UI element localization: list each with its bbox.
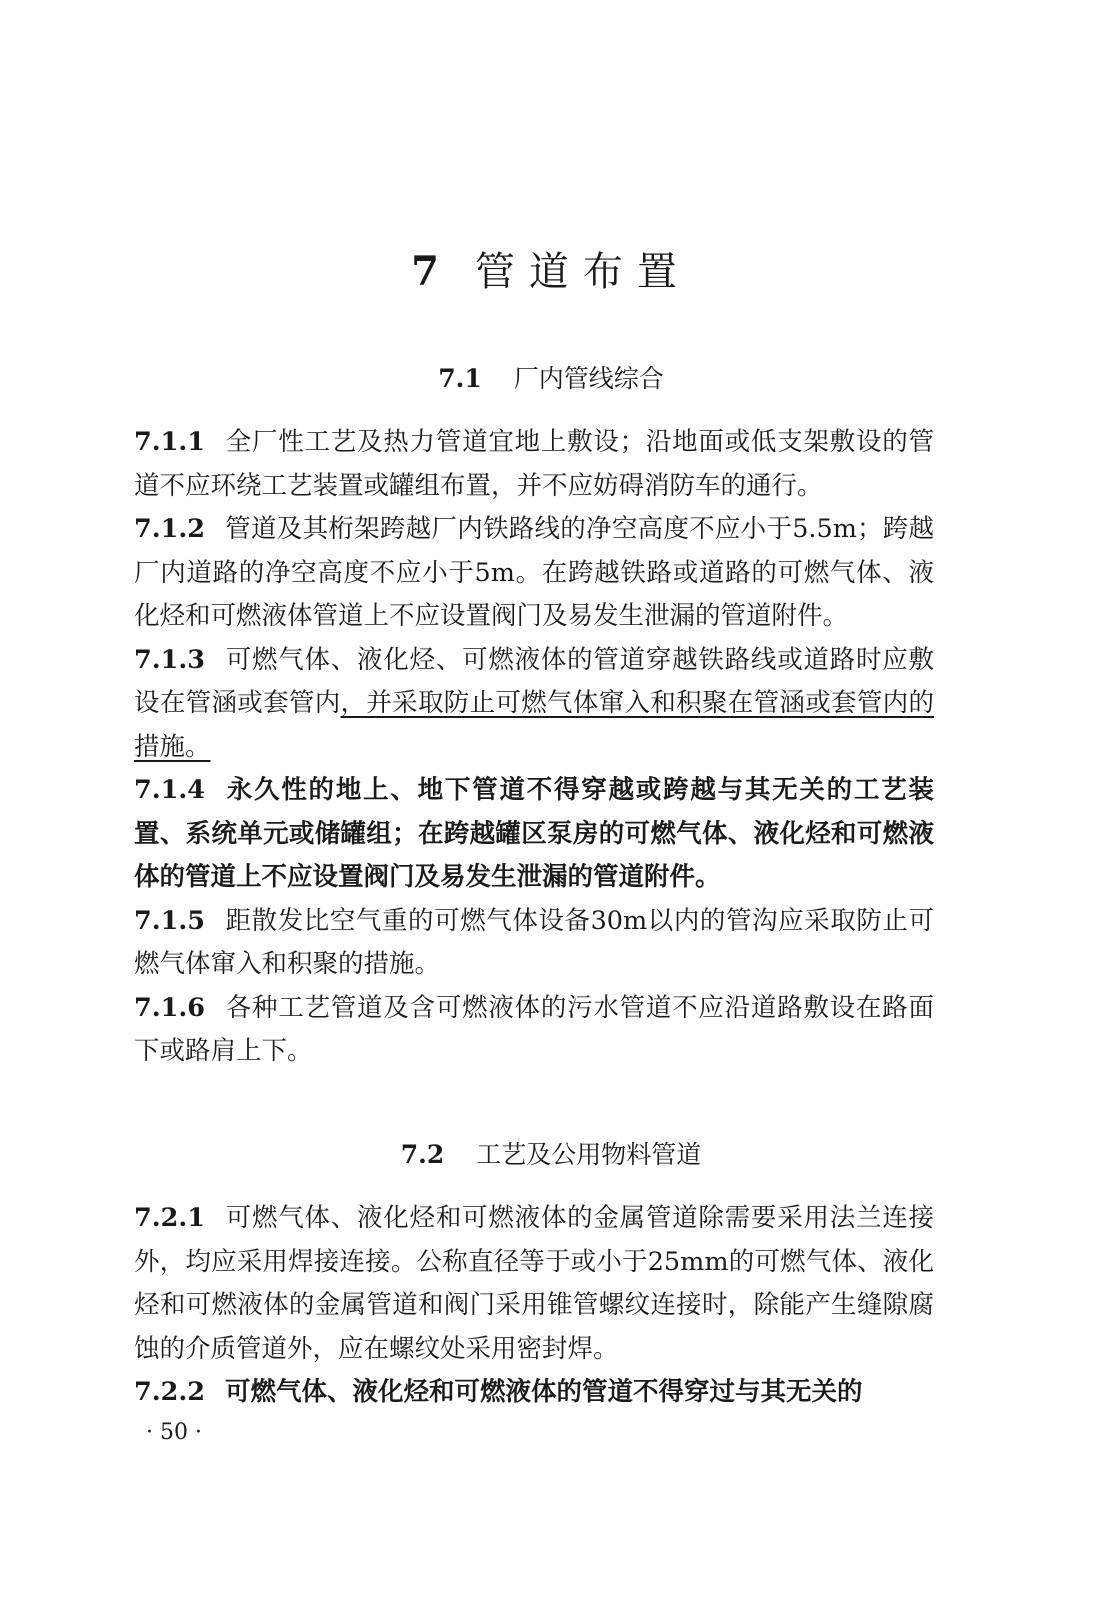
clause-7-1-2 [134, 508, 934, 639]
clause-text: 各种工艺管道及含可燃液体的污水管道不应沿道路敷设在路面下或路肩上下。 [134, 992, 934, 1066]
clause-7-1-3 [134, 639, 934, 770]
clause-number: 7.1.3 [134, 644, 205, 675]
clause-text: 可燃气体、液化烃和可燃液体的金属管道除需要采用法兰连接外，均应采用焊接连接。公称直径等于或小于25mm的可燃气体、液化烃和可燃液体的金属管道和阀门采用锥管螺纹连接时，除能产生缝隙腐蚀的介质管道外，应在螺纹处采用密封焊。 [134, 1203, 934, 1364]
clause-number: 7.2.2 [134, 1377, 205, 1407]
clause-7-2-2 [134, 1371, 934, 1415]
chapter-number: 7 [411, 248, 439, 295]
chapter-title-text: 管道布置 [474, 249, 691, 295]
clause-number: 7.1.4 [134, 775, 205, 805]
section-7-2-body [134, 1197, 934, 1415]
clause-7-1-4 [134, 769, 934, 900]
clause-number: 7.1.2 [134, 514, 205, 544]
clause-7-1-1 [134, 421, 934, 508]
clause-text: 可燃气体、液化烃和可燃液体的管道不得穿过与其无关的 [224, 1377, 863, 1407]
section-title-7-2 [0, 1138, 1102, 1172]
section-number: 7.2 [400, 1140, 445, 1169]
section-7-1-body [134, 421, 934, 1074]
section-title-7-1 [0, 362, 1102, 396]
clause-number: 7.1.6 [134, 992, 205, 1023]
section-title-text: 厂内管线综合 [513, 364, 664, 393]
clause-text: 管道及其桁架跨越厂内铁路线的净空高度不应小于5.5m；跨越厂内道路的净空高度不应小于5m。在跨越铁路或道路的可燃气体、液化烃和可燃液体管道上不应设置阀门及易发生泄漏的管道附件。 [134, 514, 934, 631]
clause-text: 可燃气体、液化烃、可燃液体的管道穿越铁路线或道路时应敷设在管涵或套管内 [134, 644, 934, 718]
section-title-text: 工艺及公用物料管道 [476, 1140, 702, 1169]
page-number: · 50 · [146, 1420, 202, 1445]
clause-number: 7.2.1 [134, 1203, 205, 1233]
clause-text: 永久性的地上、地下管道不得穿越或跨越与其无关的工艺装置、系统单元或储罐组；在跨越罐区泵房的可燃气体、液化烃和可燃液体的管道上不应设置阀门及易发生泄漏的管道附件。 [134, 775, 934, 892]
clause-7-2-1 [134, 1197, 934, 1371]
clause-7-1-5 [134, 900, 934, 987]
clause-text-underlined: ，并采取防止可燃气体窜入和积聚在管涵或套管内的措施。 [134, 688, 934, 762]
section-number: 7.1 [438, 364, 482, 393]
clause-7-1-6 [134, 987, 934, 1074]
chapter-title [0, 248, 1102, 296]
clause-number: 7.1.5 [134, 905, 205, 936]
clause-number: 7.1.1 [134, 427, 205, 457]
clause-text: 距散发比空气重的可燃气体设备30m以内的管沟应采取防止可燃气体窜入和积聚的措施。 [134, 905, 934, 979]
clause-text: 全厂性工艺及热力管道宜地上敷设；沿地面或低支架敷设的管道不应环绕工艺装置或罐组布置，并不应妨碍消防车的通行。 [134, 427, 934, 501]
